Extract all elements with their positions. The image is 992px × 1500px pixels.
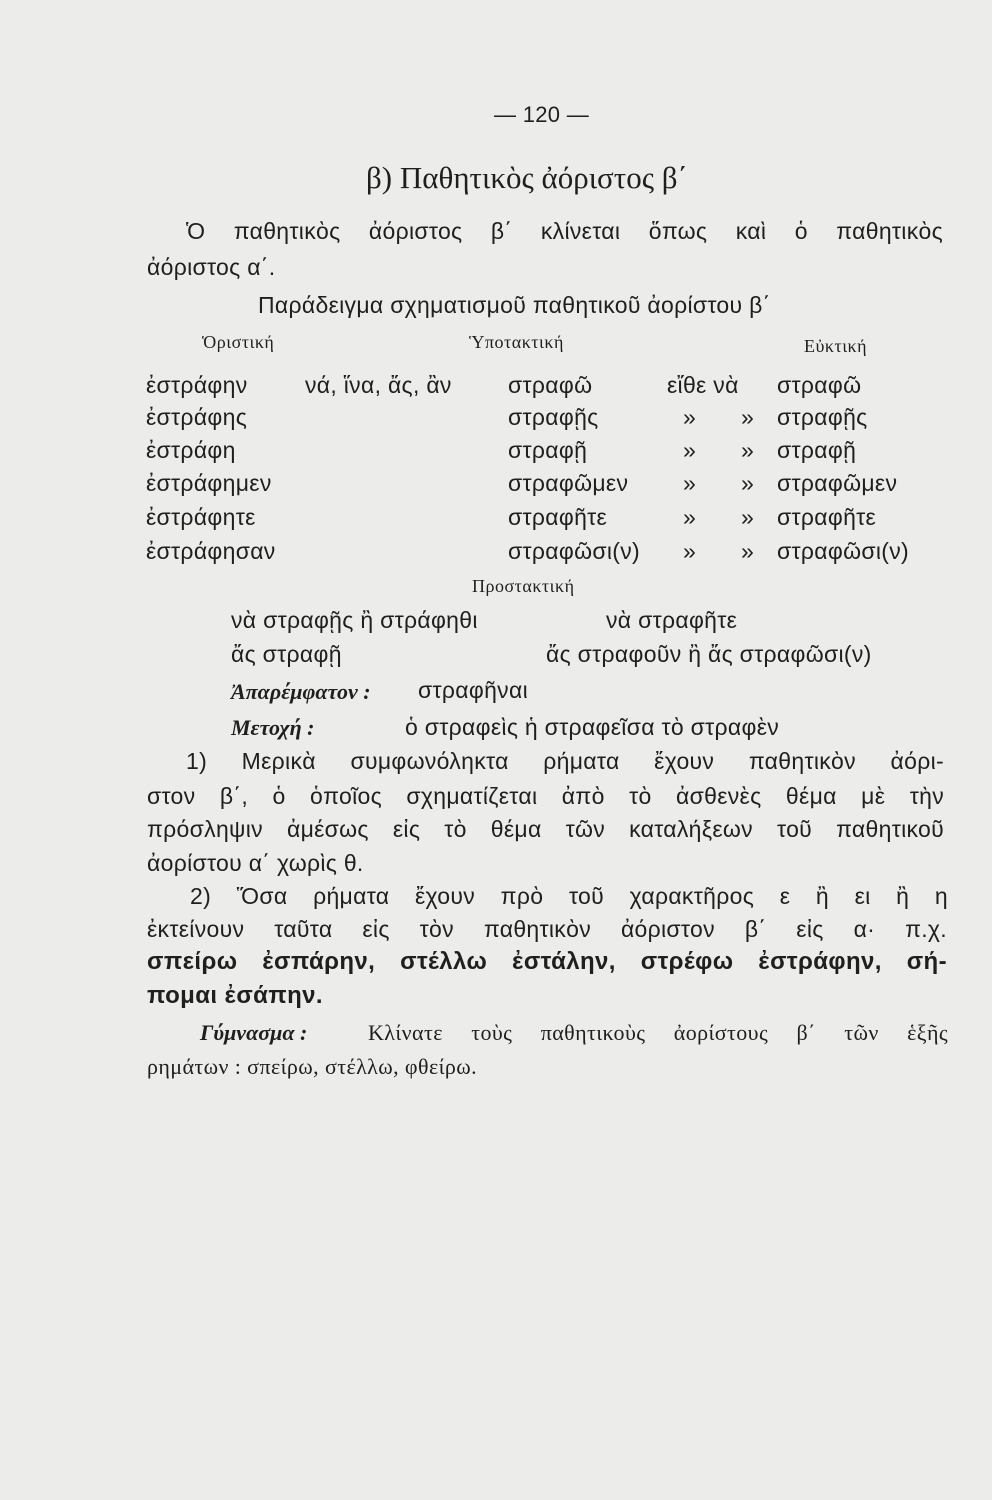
section-title: β) Παθητικὸς ἀόριστος β΄ — [366, 160, 688, 195]
subjunctive-cell: στραφῶ — [508, 372, 593, 398]
example-title: Παράδειγμα σχηματισμοῦ παθητικοῦ ἀορίστου β΄ — [258, 292, 771, 318]
indicative-cell: ἐστράφη — [146, 437, 236, 463]
subjunctive-prefix: νά, ἵνα, ἄς, ἂν — [305, 372, 452, 398]
examples-line: σπείρω ἐσπάρην, στέλλω ἐστάλην, στρέφω ἐστράφην, σή- — [147, 948, 947, 975]
indicative-cell: ἐστράφησαν — [146, 538, 276, 564]
optative-cell: στραφῶμεν — [777, 470, 898, 496]
ditto-mark: » — [741, 538, 755, 564]
note2-line: 2) Ὅσα ρήματα ἔχουν πρὸ τοῦ χαρακτῆρος ε ἢ ει ἢ η — [190, 883, 948, 909]
header-indicative: Ὁριστική — [202, 332, 275, 352]
ditto-mark: » — [741, 437, 755, 463]
header-optative: Εὐκτική — [804, 336, 868, 356]
optative-cell: στραφῇ — [777, 437, 857, 463]
header-subjunctive: Ὑποτακτική — [469, 332, 564, 352]
optative-cell: στραφῶ — [777, 372, 862, 398]
indicative-cell: ἐστράφην — [146, 372, 248, 398]
ditto-mark: » — [741, 404, 755, 430]
note1-line: 1) Μερικὰ συμφωνόληκτα ρήματα ἔχουν παθητικὸν ἀόρι- — [186, 748, 944, 774]
imperative-row1-left: νὰ στραφῇς ἢ στράφηθι — [231, 607, 478, 633]
infinitive-value: στραφῆναι — [418, 677, 528, 703]
subjunctive-cell: στραφῶμεν — [508, 470, 629, 496]
intro-line-2: ἀόριστος α΄. — [147, 254, 276, 280]
note1-line: στον β΄, ὁ ὁποῖος σχηματίζεται ἀπὸ τὸ ἀσθενὲς θέμα μὲ τὴν — [147, 783, 944, 809]
imperative-row1-right: νὰ στραφῆτε — [606, 607, 738, 633]
subjunctive-cell: στραφῇς — [508, 404, 599, 430]
ditto-mark: » — [683, 437, 697, 463]
subjunctive-cell: στραφῇ — [508, 437, 588, 463]
exercise-line-1: Κλίνατε τοὺς παθητικοὺς ἀορίστους β΄ τῶν ἑξῆς — [368, 1020, 948, 1045]
optative-prefix: εἴθε νὰ — [667, 372, 739, 398]
indicative-cell: ἐστράφης — [146, 404, 248, 430]
subjunctive-cell: στραφῶσι(ν) — [508, 538, 640, 564]
indicative-cell: ἐστράφητε — [146, 504, 256, 530]
ditto-mark: » — [741, 504, 755, 530]
ditto-mark: » — [741, 470, 755, 496]
note2-line: ἐκτείνουν ταῦτα εἰς τὸν παθητικὸν ἀόριστον β΄ εἰς α· π.χ. — [147, 916, 947, 942]
subjunctive-cell: στραφῆτε — [508, 504, 608, 530]
participle-label: Μετοχή : — [231, 715, 315, 740]
header-imperative: Προστακτική — [472, 576, 575, 596]
ditto-mark: » — [683, 538, 697, 564]
participle-value: ὁ στραφεὶς ἡ στραφεῖσα τὸ στραφὲν — [405, 714, 780, 740]
optative-cell: στραφῶσι(ν) — [777, 538, 909, 564]
infinitive-label: Ἀπαρέμφατον : — [231, 679, 371, 704]
optative-cell: στραφῆτε — [777, 504, 877, 530]
exercise-line-2: ρημάτων : σπείρω, στέλλω, φθείρω. — [147, 1054, 478, 1079]
page-number: — 120 — — [494, 102, 590, 127]
ditto-mark: » — [683, 404, 697, 430]
ditto-mark: » — [683, 470, 697, 496]
intro-paragraph — [186, 218, 943, 245]
ditto-mark: » — [683, 504, 697, 530]
note1-line: ἀορίστου α΄ χωρὶς θ. — [147, 850, 364, 876]
intro-line-1: Ὁ παθητικὸς ἀόριστος β΄ κλίνεται ὅπως καὶ ὁ παθητικὸς — [186, 218, 943, 244]
imperative-row2-right: ἄς στραφοῦν ἢ ἄς στραφῶσι(ν) — [546, 641, 872, 667]
note1-line: πρόσληψιν ἀμέσως εἰς τὸ θέμα τῶν καταλήξεων τοῦ παθητικοῦ — [147, 816, 944, 842]
imperative-row2-left: ἄς στραφῇ — [231, 641, 342, 667]
examples-line: πομαι ἐσάπην. — [147, 982, 323, 1009]
optative-cell: στραφῇς — [777, 404, 868, 430]
indicative-cell: ἐστράφημεν — [146, 470, 272, 496]
exercise-label: Γύμνασμα : — [200, 1020, 308, 1045]
